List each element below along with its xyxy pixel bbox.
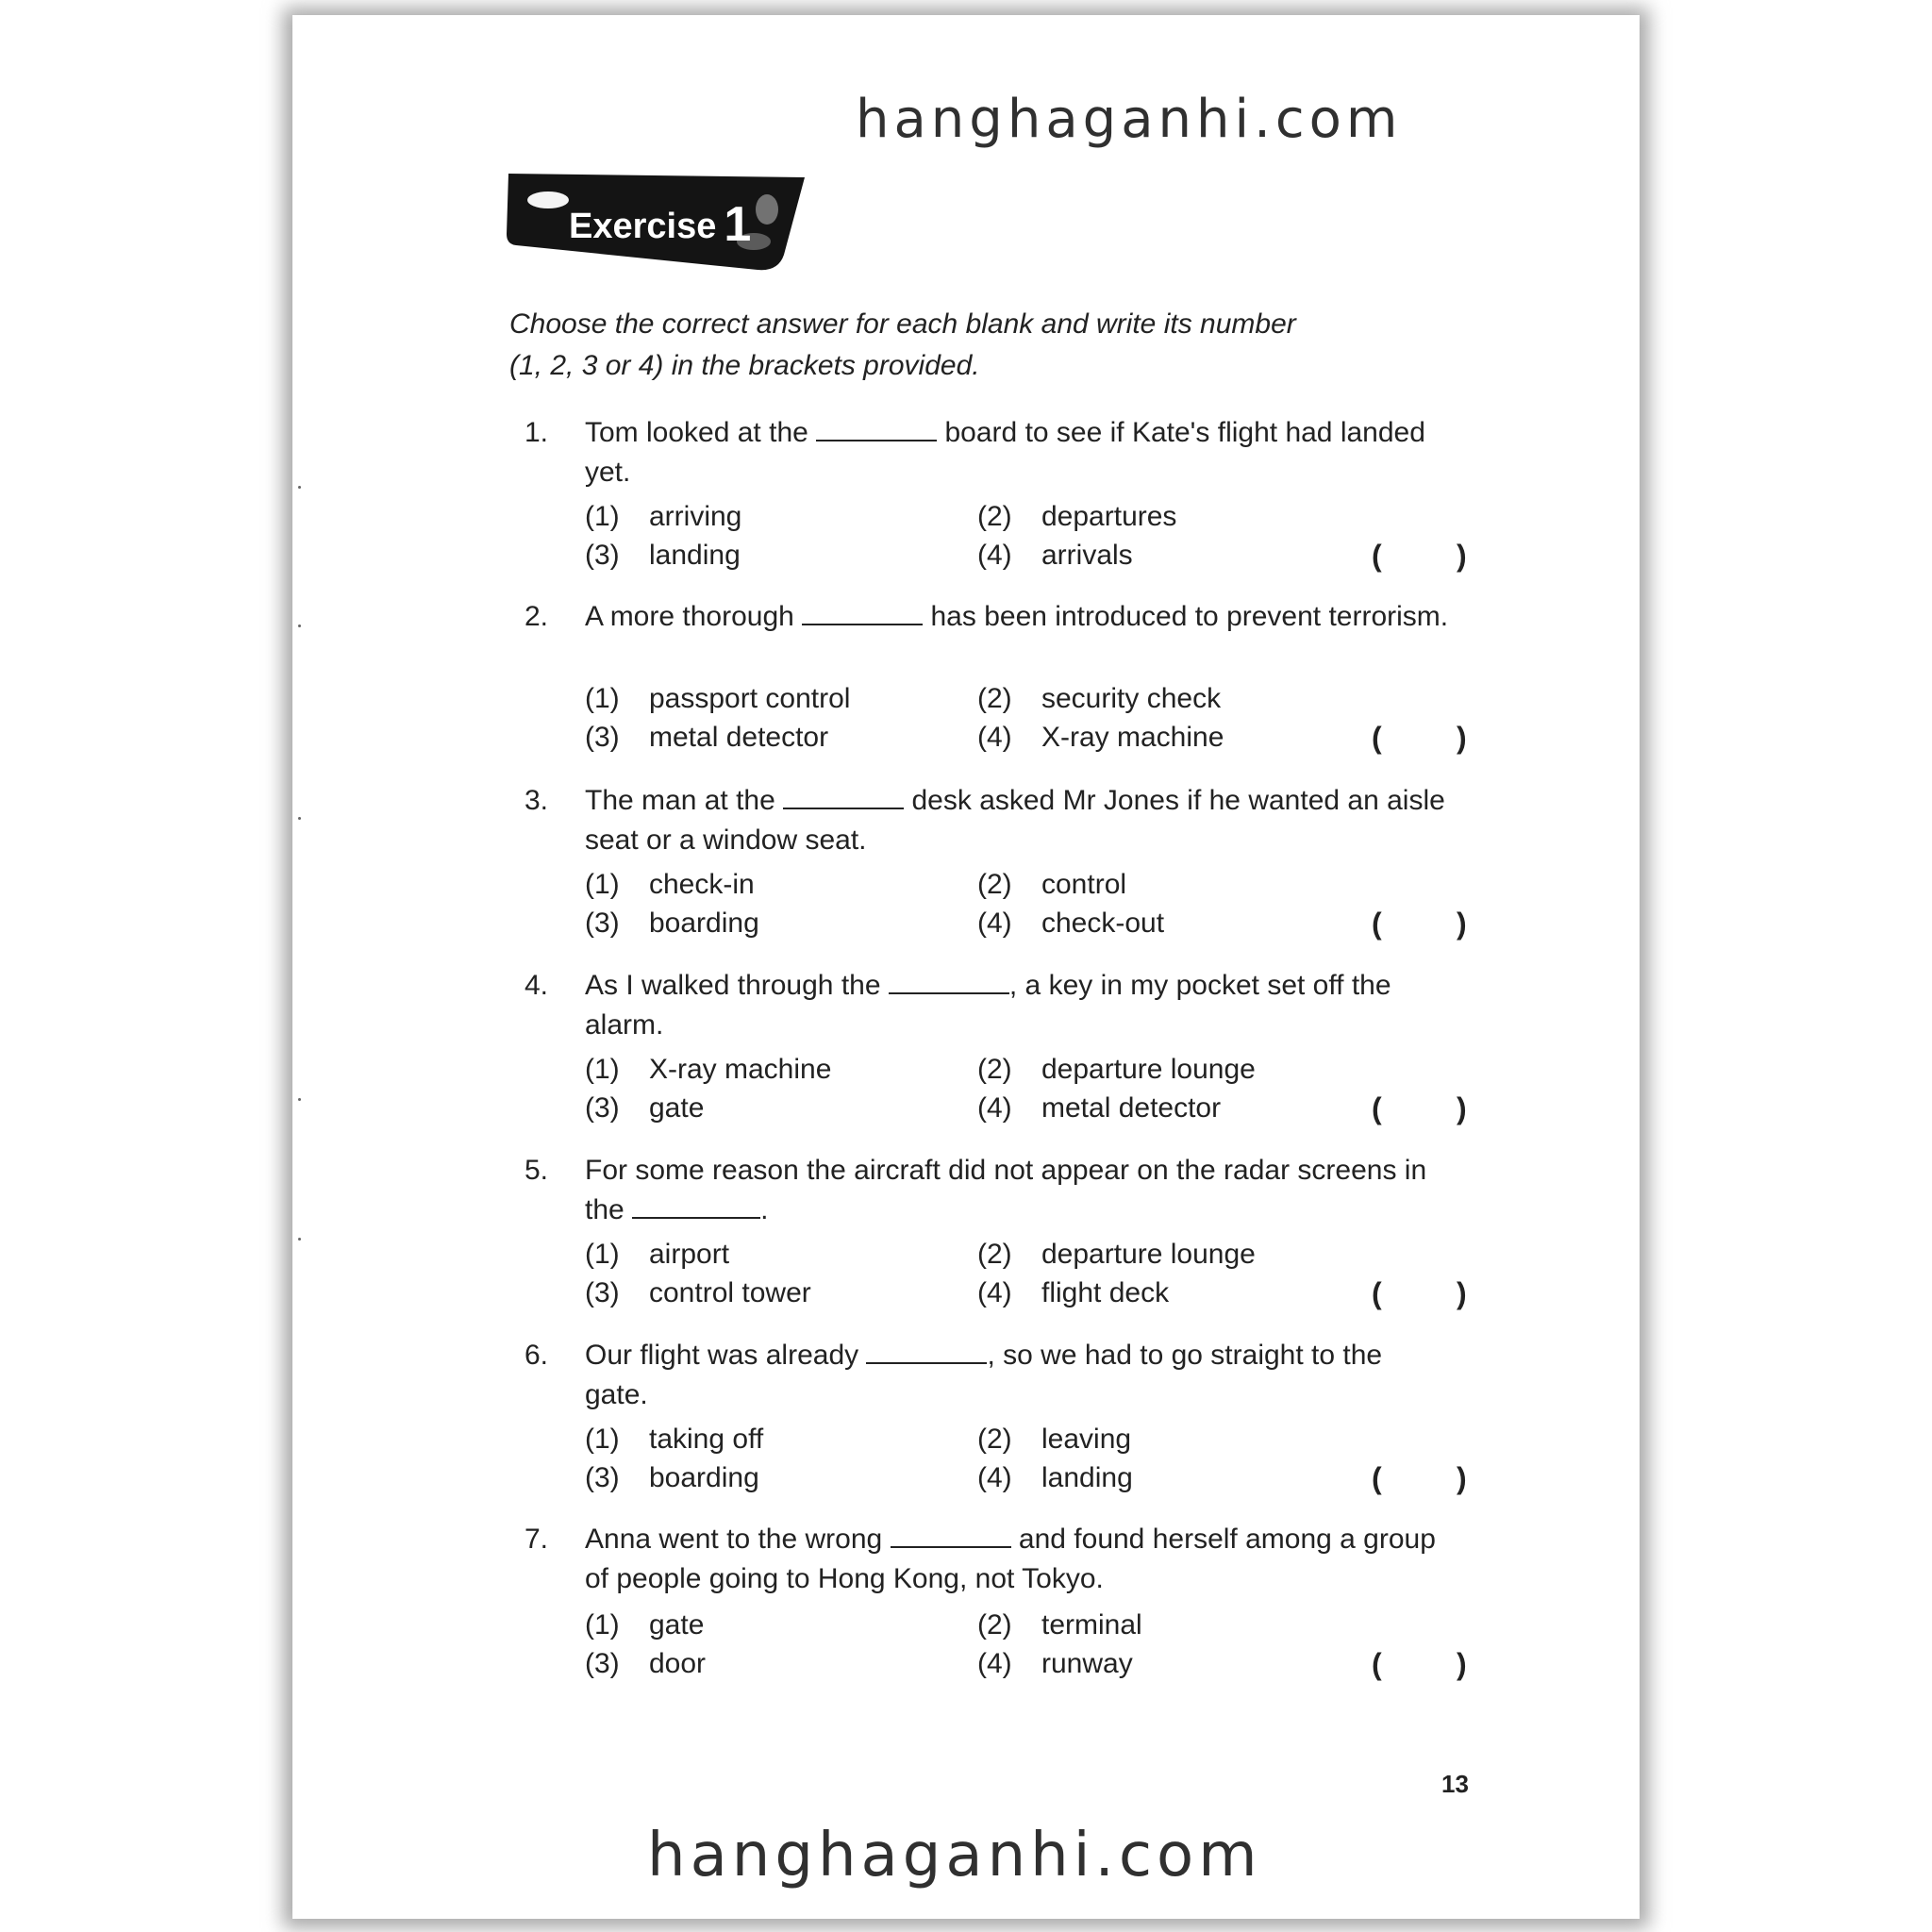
answer-blank: [816, 415, 937, 441]
option-text: control: [1041, 869, 1127, 900]
question-text-before: Anna went to the wrong: [585, 1524, 883, 1555]
question-number: 3.: [525, 785, 549, 816]
page-number: 13: [1441, 1770, 1469, 1798]
question-text-after: desk asked Mr Jones if he wanted an aisle seat or a window seat.: [585, 785, 1445, 856]
option-4: (4) flight deck: [977, 1277, 1170, 1308]
option-text: airport: [649, 1239, 730, 1270]
question-number: 7.: [525, 1524, 549, 1555]
option-text: boarding: [649, 908, 759, 939]
answer-blank: [889, 968, 1009, 994]
watermark-bottom: hanghaganhi.com: [647, 1821, 1262, 1890]
question-text-after: .: [760, 1194, 769, 1225]
option-2: (2) security check: [977, 683, 1222, 714]
option-text: departure lounge: [1041, 1054, 1256, 1085]
question-text: [585, 1151, 1453, 1230]
option-1: (1) gate: [585, 1609, 705, 1641]
question-text-after: , so we had to go straight to the gate.: [585, 1340, 1383, 1410]
answer-blank: [783, 783, 904, 809]
exercise-label: Exercise: [569, 207, 717, 246]
option-2: (2) leaving: [977, 1424, 1132, 1455]
question-number: 6.: [525, 1340, 549, 1371]
option-text: security check: [1041, 683, 1222, 714]
option-text: leaving: [1041, 1424, 1132, 1455]
question-text-before: A more thorough: [585, 601, 794, 632]
option-text: X-ray machine: [1041, 722, 1224, 753]
margin-mark: [298, 625, 301, 627]
instructions-line: (1, 2, 3 or 4) in the brackets provided.: [509, 350, 980, 381]
option-text: check-out: [1041, 908, 1165, 939]
watermark-top: hanghaganhi.com: [856, 89, 1403, 150]
answer-blank: [632, 1192, 760, 1219]
option-text: control tower: [649, 1277, 811, 1308]
option-text: arrivals: [1041, 540, 1133, 571]
option-text: gate: [649, 1092, 705, 1124]
option-text: X-ray machine: [649, 1054, 832, 1085]
option-text: runway: [1041, 1648, 1133, 1679]
answer-blank: [802, 599, 923, 625]
option-3: (3) boarding: [585, 908, 759, 939]
option-text: flight deck: [1041, 1277, 1170, 1308]
option-4: (4) runway: [977, 1648, 1133, 1679]
option-text: door: [649, 1648, 707, 1679]
option-text: departure lounge: [1041, 1239, 1256, 1270]
question-text-after: has been introduced to prevent terrorism.: [930, 601, 1449, 632]
instructions: [509, 304, 1377, 387]
answer-blank: [891, 1522, 1011, 1548]
option-1: (1) check-in: [585, 869, 755, 900]
question-number: 1.: [525, 417, 549, 448]
question-text-before: For some reason the aircraft did not appear on the radar screens in the: [585, 1155, 1427, 1225]
question-text: [585, 413, 1453, 492]
question-number: 5.: [525, 1155, 549, 1186]
question-text-after: board to see if Kate's flight had landed yet.: [585, 417, 1425, 488]
option-text: boarding: [649, 1462, 759, 1493]
question-number: 2.: [525, 601, 549, 632]
option-text: departures: [1041, 501, 1177, 532]
option-text: terminal: [1041, 1609, 1142, 1641]
option-4: (4) arrivals: [977, 540, 1133, 571]
question-text: [585, 781, 1453, 860]
option-2: (2) control: [977, 869, 1127, 900]
margin-mark: [298, 817, 301, 820]
option-4: (4) check-out: [977, 908, 1165, 939]
option-text: taking off: [649, 1424, 764, 1455]
margin-mark: [298, 486, 301, 489]
option-1: (1) arriving: [585, 501, 742, 532]
option-1: (1) passport control: [585, 683, 851, 714]
option-3: (3) landing: [585, 540, 741, 571]
question-text-before: Our flight was already: [585, 1340, 859, 1371]
option-2: (2) departure lounge: [977, 1054, 1256, 1085]
option-text: gate: [649, 1609, 705, 1641]
option-3: (3) control tower: [585, 1277, 811, 1308]
answer-blank: [866, 1338, 987, 1364]
option-text: passport control: [649, 683, 851, 714]
question-text: [585, 597, 1453, 637]
option-4: (4) metal detector: [977, 1092, 1222, 1124]
margin-mark: [298, 1098, 301, 1101]
option-text: arriving: [649, 501, 742, 532]
exercise-badge: [507, 172, 807, 274]
question-text: [585, 1336, 1453, 1415]
question-text-before: Tom looked at the: [585, 417, 808, 448]
option-text: metal detector: [1041, 1092, 1222, 1124]
question-number: 4.: [525, 970, 549, 1001]
option-4: (4) landing: [977, 1462, 1133, 1493]
question-text-after: , a key in my pocket set off the alarm.: [585, 970, 1391, 1041]
option-2: (2) terminal: [977, 1609, 1142, 1641]
option-1: (1) taking off: [585, 1424, 764, 1455]
option-text: landing: [649, 540, 741, 571]
exercise-title: [569, 196, 751, 253]
option-4: (4) X-ray machine: [977, 722, 1224, 753]
option-3: (3) gate: [585, 1092, 705, 1124]
option-text: landing: [1041, 1462, 1133, 1493]
margin-mark: [298, 1238, 301, 1241]
question-text: [585, 1520, 1453, 1599]
question-text-before: The man at the: [585, 785, 775, 816]
option-3: (3) metal detector: [585, 722, 829, 753]
question-text: [585, 966, 1453, 1045]
question-text-after: and found herself among a group of people going to Hong Kong, not Tokyo.: [585, 1524, 1436, 1594]
badge-highlight: [527, 192, 569, 208]
option-text: check-in: [649, 869, 755, 900]
instructions-line: Choose the correct answer for each blank and write its number: [509, 308, 1296, 340]
option-1: (1) X-ray machine: [585, 1054, 832, 1085]
exercise-number: 1: [724, 197, 752, 252]
option-1: (1) airport: [585, 1239, 730, 1270]
question-text-before: As I walked through the: [585, 970, 881, 1001]
option-3: (3) boarding: [585, 1462, 759, 1493]
option-3: (3) door: [585, 1648, 707, 1679]
option-2: (2) departures: [977, 501, 1177, 532]
option-2: (2) departure lounge: [977, 1239, 1256, 1270]
option-text: metal detector: [649, 722, 829, 753]
